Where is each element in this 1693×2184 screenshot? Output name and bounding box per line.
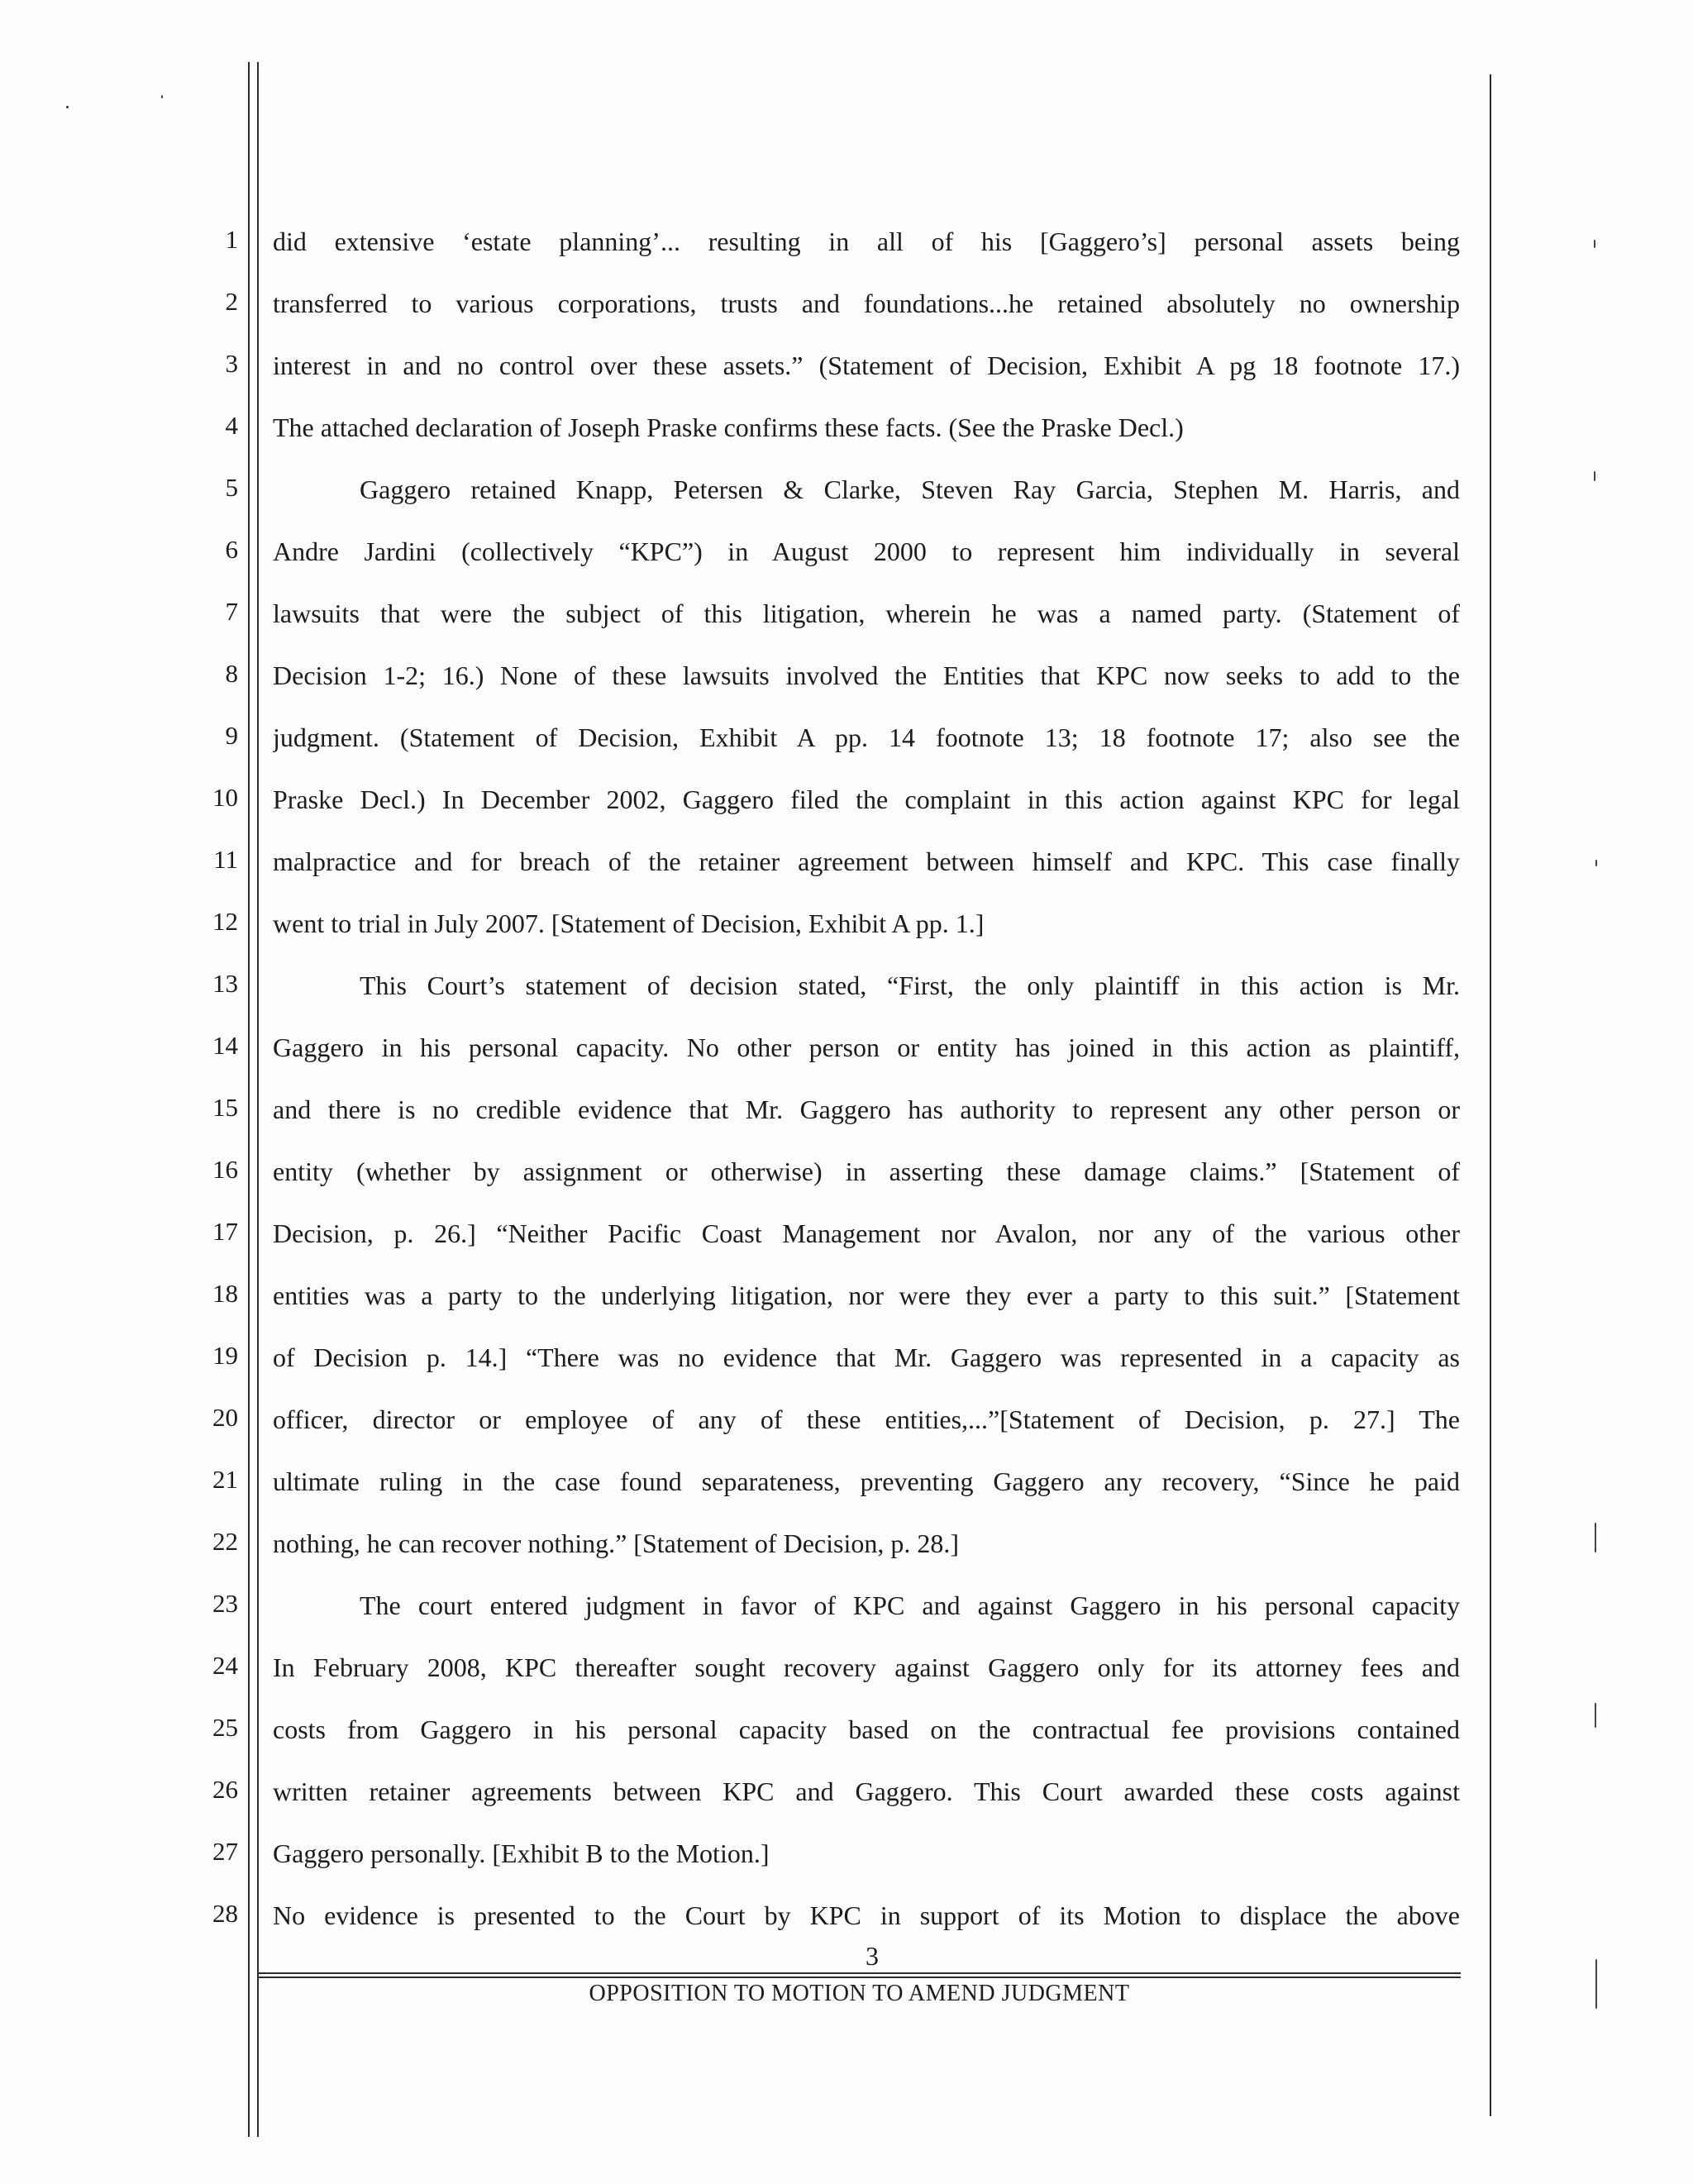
- right-margin-rule: [1490, 74, 1491, 2116]
- body-text-line: interest in and no control over these assets.” (Statement of Decision, Exhibit A pg 18 footnote 17.): [273, 350, 1460, 380]
- line-number: 15: [212, 1093, 238, 1122]
- body-text-line: officer, director or employee of any of these entities,...”[Statement of Decision, p. 27.] The: [273, 1404, 1460, 1434]
- line-number: 6: [225, 535, 238, 564]
- body-text-line: lawsuits that were the subject of this litigation, wherein he was a named party. (Statement of: [273, 598, 1460, 628]
- line-number: 7: [225, 597, 238, 626]
- scan-speck: [1595, 860, 1597, 866]
- line-number: 17: [212, 1217, 238, 1246]
- line-number: 23: [212, 1589, 238, 1618]
- body-text-line: Gaggero retained Knapp, Petersen & Clarke, Steven Ray Garcia, Stephen M. Harris, and: [360, 474, 1460, 504]
- scan-speck: [1595, 1703, 1596, 1728]
- line-number: 12: [212, 907, 238, 936]
- line-number: 24: [212, 1651, 238, 1680]
- line-number: 5: [225, 473, 238, 502]
- left-margin-rule-inner: [257, 62, 259, 2137]
- body-text-line: malpractice and for breach of the retainer agreement between himself and KPC. This case finally: [273, 846, 1460, 876]
- line-number: 18: [212, 1279, 238, 1308]
- body-text-line: of Decision p. 14.] “There was no evidence that Mr. Gaggero was represented in a capacity as: [273, 1342, 1460, 1372]
- body-text-line: The court entered judgment in favor of KPC and against Gaggero in his personal capacity: [360, 1590, 1460, 1620]
- body-text-line: costs from Gaggero in his personal capacity based on the contractual fee provisions contained: [273, 1714, 1460, 1744]
- line-number: 9: [225, 721, 238, 750]
- body-text-line: transferred to various corporations, trusts and foundations...he retained absolutely no ownership: [273, 288, 1460, 318]
- scan-speck: [66, 106, 69, 108]
- left-margin-rule: [248, 62, 250, 2137]
- line-number: 13: [212, 969, 238, 998]
- line-number: 14: [212, 1031, 238, 1060]
- line-number: 16: [212, 1155, 238, 1184]
- line-number: 4: [225, 411, 238, 440]
- line-number: 28: [212, 1899, 238, 1928]
- line-number: 1: [225, 225, 238, 254]
- body-text-line: and there is no credible evidence that Mr. Gaggero has authority to represent any other person or: [273, 1094, 1460, 1124]
- body-text-line: entities was a party to the underlying litigation, nor were they ever a party to this suit.” [Statement: [273, 1280, 1460, 1310]
- body-text-line: nothing, he can recover nothing.” [Statement of Decision, p. 28.]: [273, 1528, 959, 1558]
- body-text-line: ultimate ruling in the case found separateness, preventing Gaggero any recovery, “Since he paid: [273, 1466, 1460, 1496]
- body-text-line: judgment. (Statement of Decision, Exhibit A pp. 14 footnote 13; 18 footnote 17; also see the: [273, 722, 1460, 752]
- scan-speck: [161, 95, 163, 98]
- footer-rule: [258, 1972, 1461, 1974]
- line-number: 26: [212, 1775, 238, 1804]
- scan-speck: [1594, 471, 1595, 481]
- footer-rule-double: [258, 1977, 1461, 1978]
- body-text-line: went to trial in July 2007. [Statement of Decision, Exhibit A pp. 1.]: [273, 908, 985, 938]
- body-text-line: The attached declaration of Joseph Praske confirms these facts. (See the Praske Decl.): [273, 412, 1184, 442]
- page-number: 3: [866, 1941, 879, 1971]
- body-text-line: Andre Jardini (collectively “KPC”) in August 2000 to represent him individually in several: [273, 536, 1460, 566]
- line-number: 11: [213, 845, 238, 874]
- body-text-line: Gaggero personally. [Exhibit B to the Motion.]: [273, 1838, 770, 1868]
- body-text-line: Gaggero in his personal capacity. No other person or entity has joined in this action as plaintiff,: [273, 1032, 1460, 1062]
- line-number: 2: [225, 287, 238, 316]
- body-text-line: Decision, p. 26.] “Neither Pacific Coast Management nor Avalon, nor any of the various other: [273, 1218, 1460, 1248]
- body-text-line: entity (whether by assignment or otherwise) in asserting these damage claims.” [Statement of: [273, 1156, 1460, 1186]
- scan-speck: [1595, 1959, 1597, 2009]
- line-number: 3: [225, 349, 238, 378]
- line-number: 27: [212, 1837, 238, 1866]
- scan-speck: [1595, 1523, 1596, 1552]
- body-text-line: In February 2008, KPC thereafter sought recovery against Gaggero only for its attorney fees and: [273, 1652, 1460, 1682]
- line-number: 25: [212, 1713, 238, 1742]
- line-number: 19: [212, 1341, 238, 1370]
- scan-speck: [1594, 240, 1595, 248]
- body-text-line: Praske Decl.) In December 2002, Gaggero filed the complaint in this action against KPC for legal: [273, 784, 1460, 814]
- body-text-line: written retainer agreements between KPC and Gaggero. This Court awarded these costs against: [273, 1776, 1460, 1806]
- line-number: 21: [212, 1465, 238, 1494]
- line-number: 10: [212, 783, 238, 812]
- body-text-line: This Court’s statement of decision stated, “First, the only plaintiff in this action is Mr.: [360, 970, 1460, 1000]
- line-number: 8: [225, 659, 238, 688]
- body-text-line: No evidence is presented to the Court by KPC in support of its Motion to displace the above: [273, 1900, 1460, 1930]
- line-number: 20: [212, 1403, 238, 1432]
- body-text-line: did extensive ‘estate planning’... resulting in all of his [Gaggero’s] personal assets being: [273, 227, 1460, 256]
- line-number: 22: [212, 1527, 238, 1556]
- body-text-line: Decision 1-2; 16.) None of these lawsuits involved the Entities that KPC now seeks to add to the: [273, 660, 1460, 690]
- footer-title: OPPOSITION TO MOTION TO AMEND JUDGMENT: [589, 1981, 1130, 2006]
